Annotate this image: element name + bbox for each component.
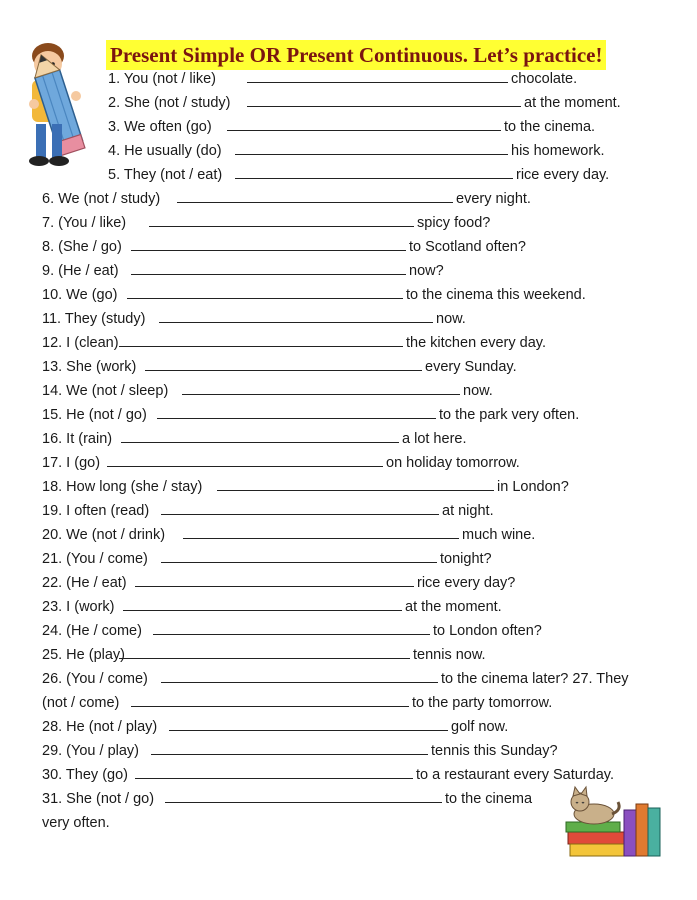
answer-blank[interactable] bbox=[235, 141, 508, 155]
exercise-continuation: tonight? bbox=[440, 551, 492, 567]
exercise-continuation: to the cinema. bbox=[504, 119, 596, 135]
exercise-prompt: 19. I often (read) bbox=[42, 503, 150, 519]
exercise-item bbox=[42, 765, 614, 785]
exercise-prompt: 11. They (study) bbox=[42, 311, 146, 327]
exercise-prompt: 10. We (go) bbox=[42, 287, 118, 303]
answer-blank[interactable] bbox=[165, 789, 442, 803]
exercise-continuation: to the cinema later? 27. They bbox=[441, 671, 629, 687]
exercise-item bbox=[42, 285, 586, 305]
exercise-continuation: at the moment. bbox=[524, 95, 621, 111]
answer-blank[interactable] bbox=[177, 189, 453, 203]
answer-blank[interactable] bbox=[159, 309, 433, 323]
exercise-item bbox=[42, 333, 546, 353]
exercise-continuation: tennis this Sunday? bbox=[431, 743, 558, 759]
exercise-prompt: (not / come) bbox=[42, 695, 120, 711]
answer-blank[interactable] bbox=[135, 573, 414, 587]
answer-blank[interactable] bbox=[127, 285, 403, 299]
answer-blank[interactable] bbox=[217, 477, 494, 491]
exercise-item bbox=[108, 69, 577, 89]
exercise-continuation: now. bbox=[436, 311, 466, 327]
exercise-continuation: rice every day? bbox=[417, 575, 516, 591]
exercise-prompt: 5. They (not / eat) bbox=[108, 167, 223, 183]
exercise-continuation: to the party tomorrow. bbox=[412, 695, 553, 711]
exercise-continuation: to London often? bbox=[433, 623, 542, 639]
exercise-item bbox=[42, 213, 490, 233]
exercise-item bbox=[108, 117, 595, 137]
exercise-prompt: 21. (You / come) bbox=[42, 551, 148, 567]
exercise-item bbox=[108, 141, 604, 161]
exercise-prompt: 23. I (work) bbox=[42, 599, 115, 615]
exercise-item bbox=[42, 573, 515, 593]
exercise-continuation: to Scotland often? bbox=[409, 239, 526, 255]
exercise-item bbox=[42, 357, 517, 377]
answer-blank[interactable] bbox=[235, 165, 513, 179]
answer-blank[interactable] bbox=[161, 549, 437, 563]
exercise-item bbox=[42, 429, 467, 449]
exercise-continuation: in London? bbox=[497, 479, 569, 495]
answer-blank[interactable] bbox=[157, 405, 436, 419]
exercise-item bbox=[42, 189, 531, 209]
exercise-continuation: now. bbox=[463, 383, 493, 399]
answer-blank[interactable] bbox=[145, 357, 422, 371]
exercise-item bbox=[108, 165, 609, 185]
answer-blank[interactable] bbox=[121, 429, 399, 443]
worksheet-title: Present Simple OR Present Continuous. Let’s practice! bbox=[106, 40, 606, 70]
exercise-item bbox=[42, 381, 493, 401]
answer-blank[interactable] bbox=[151, 741, 428, 755]
exercise-continuation: every night. bbox=[456, 191, 531, 207]
exercise-continuation: spicy food? bbox=[417, 215, 491, 231]
exercise-continuation: at night. bbox=[442, 503, 494, 519]
exercise-prompt: 7. (You / like) bbox=[42, 215, 127, 231]
answer-blank[interactable] bbox=[153, 621, 430, 635]
answer-blank[interactable] bbox=[131, 237, 406, 251]
exercise-item bbox=[42, 549, 492, 569]
exercise-item bbox=[42, 621, 542, 641]
exercise-continuation: tennis now. bbox=[413, 647, 486, 663]
exercise-continuation: every Sunday. bbox=[425, 359, 517, 375]
exercise-item bbox=[42, 237, 526, 257]
answer-blank[interactable] bbox=[161, 669, 438, 683]
exercise-item bbox=[42, 525, 535, 545]
exercise-continuation: on holiday tomorrow. bbox=[386, 455, 520, 471]
exercise-continuation: to the cinema bbox=[445, 791, 533, 807]
exercise-prompt: 24. (He / come) bbox=[42, 623, 142, 639]
exercise-prompt: 13. She (work) bbox=[42, 359, 137, 375]
exercise-continuation: his homework. bbox=[511, 143, 605, 159]
exercise-item bbox=[42, 501, 494, 521]
exercise-prompt: 2. She (not / study) bbox=[108, 95, 231, 111]
exercise-item bbox=[42, 477, 569, 497]
exercise-prompt: 25. He (play) bbox=[42, 647, 126, 663]
answer-blank[interactable] bbox=[119, 645, 410, 659]
exercise-continuation: much wine. bbox=[462, 527, 536, 543]
exercise-prompt: 17. I (go) bbox=[42, 455, 101, 471]
exercise-continuation: the kitchen every day. bbox=[406, 335, 546, 351]
exercise-item bbox=[42, 645, 486, 665]
exercise-continuation: now? bbox=[409, 263, 444, 279]
answer-blank[interactable] bbox=[123, 597, 402, 611]
exercise-prompt: 18. How long (she / stay) bbox=[42, 479, 203, 495]
exercise-item bbox=[42, 717, 508, 737]
exercise-prompt: 12. I (clean) bbox=[42, 335, 119, 351]
exercise-item bbox=[42, 453, 520, 473]
answer-blank[interactable] bbox=[182, 381, 460, 395]
answer-blank[interactable] bbox=[107, 453, 383, 467]
exercise-continuation: to the cinema this weekend. bbox=[406, 287, 586, 303]
exercise-prompt: 9. (He / eat) bbox=[42, 263, 119, 279]
answer-blank[interactable] bbox=[247, 93, 521, 107]
exercise-prompt: 28. He (not / play) bbox=[42, 719, 158, 735]
exercise-prompt: 31. She (not / go) bbox=[42, 791, 155, 807]
answer-blank[interactable] bbox=[161, 501, 439, 515]
exercise-item bbox=[42, 309, 466, 329]
exercise-continuation: chocolate. bbox=[511, 71, 578, 87]
exercise-continuation: at the moment. bbox=[405, 599, 502, 615]
exercise-item bbox=[42, 789, 532, 809]
exercise-item bbox=[42, 405, 579, 425]
answer-blank[interactable] bbox=[119, 333, 403, 347]
exercise-prompt: 29. (You / play) bbox=[42, 743, 139, 759]
exercise-prompt: 26. (You / come) bbox=[42, 671, 148, 687]
exercise-prompt: 4. He usually (do) bbox=[108, 143, 222, 159]
exercise-item bbox=[42, 261, 444, 281]
exercise-continuation: to the park very often. bbox=[439, 407, 580, 423]
exercise-prompt: 15. He (not / go) bbox=[42, 407, 147, 423]
exercise-prompt: 30. They (go) bbox=[42, 767, 128, 783]
exercise-continuation: golf now. bbox=[451, 719, 509, 735]
boy-with-pencil-illustration bbox=[14, 40, 94, 170]
exercise-prompt: 8. (She / go) bbox=[42, 239, 122, 255]
answer-blank[interactable] bbox=[247, 69, 508, 83]
exercise-item bbox=[42, 741, 558, 761]
exercise-prompt: 3. We often (go) bbox=[108, 119, 212, 135]
answer-blank[interactable] bbox=[149, 213, 414, 227]
exercise-tail-text: very often. bbox=[42, 815, 110, 831]
exercise-prompt: 1. You (not / like) bbox=[108, 71, 217, 87]
exercise-item bbox=[108, 93, 621, 113]
answer-blank[interactable] bbox=[227, 117, 501, 131]
exercise-prompt: 14. We (not / sleep) bbox=[42, 383, 169, 399]
answer-blank[interactable] bbox=[131, 261, 406, 275]
exercise-prompt: 20. We (not / drink) bbox=[42, 527, 166, 543]
answer-blank[interactable] bbox=[131, 693, 409, 707]
exercise-item bbox=[42, 693, 552, 713]
exercise-item bbox=[42, 597, 502, 617]
exercise-item bbox=[42, 669, 629, 689]
exercise-continuation: rice every day. bbox=[516, 167, 610, 183]
exercise-continuation: to a restaurant every Saturday. bbox=[416, 767, 615, 783]
answer-blank[interactable] bbox=[183, 525, 459, 539]
answer-blank[interactable] bbox=[169, 717, 448, 731]
answer-blank[interactable] bbox=[135, 765, 413, 779]
exercise-prompt: 16. It (rain) bbox=[42, 431, 113, 447]
cat-on-books-illustration bbox=[560, 780, 670, 860]
exercise-continuation: a lot here. bbox=[402, 431, 467, 447]
exercise-prompt: 22. (He / eat) bbox=[42, 575, 127, 591]
exercise-prompt: 6. We (not / study) bbox=[42, 191, 161, 207]
